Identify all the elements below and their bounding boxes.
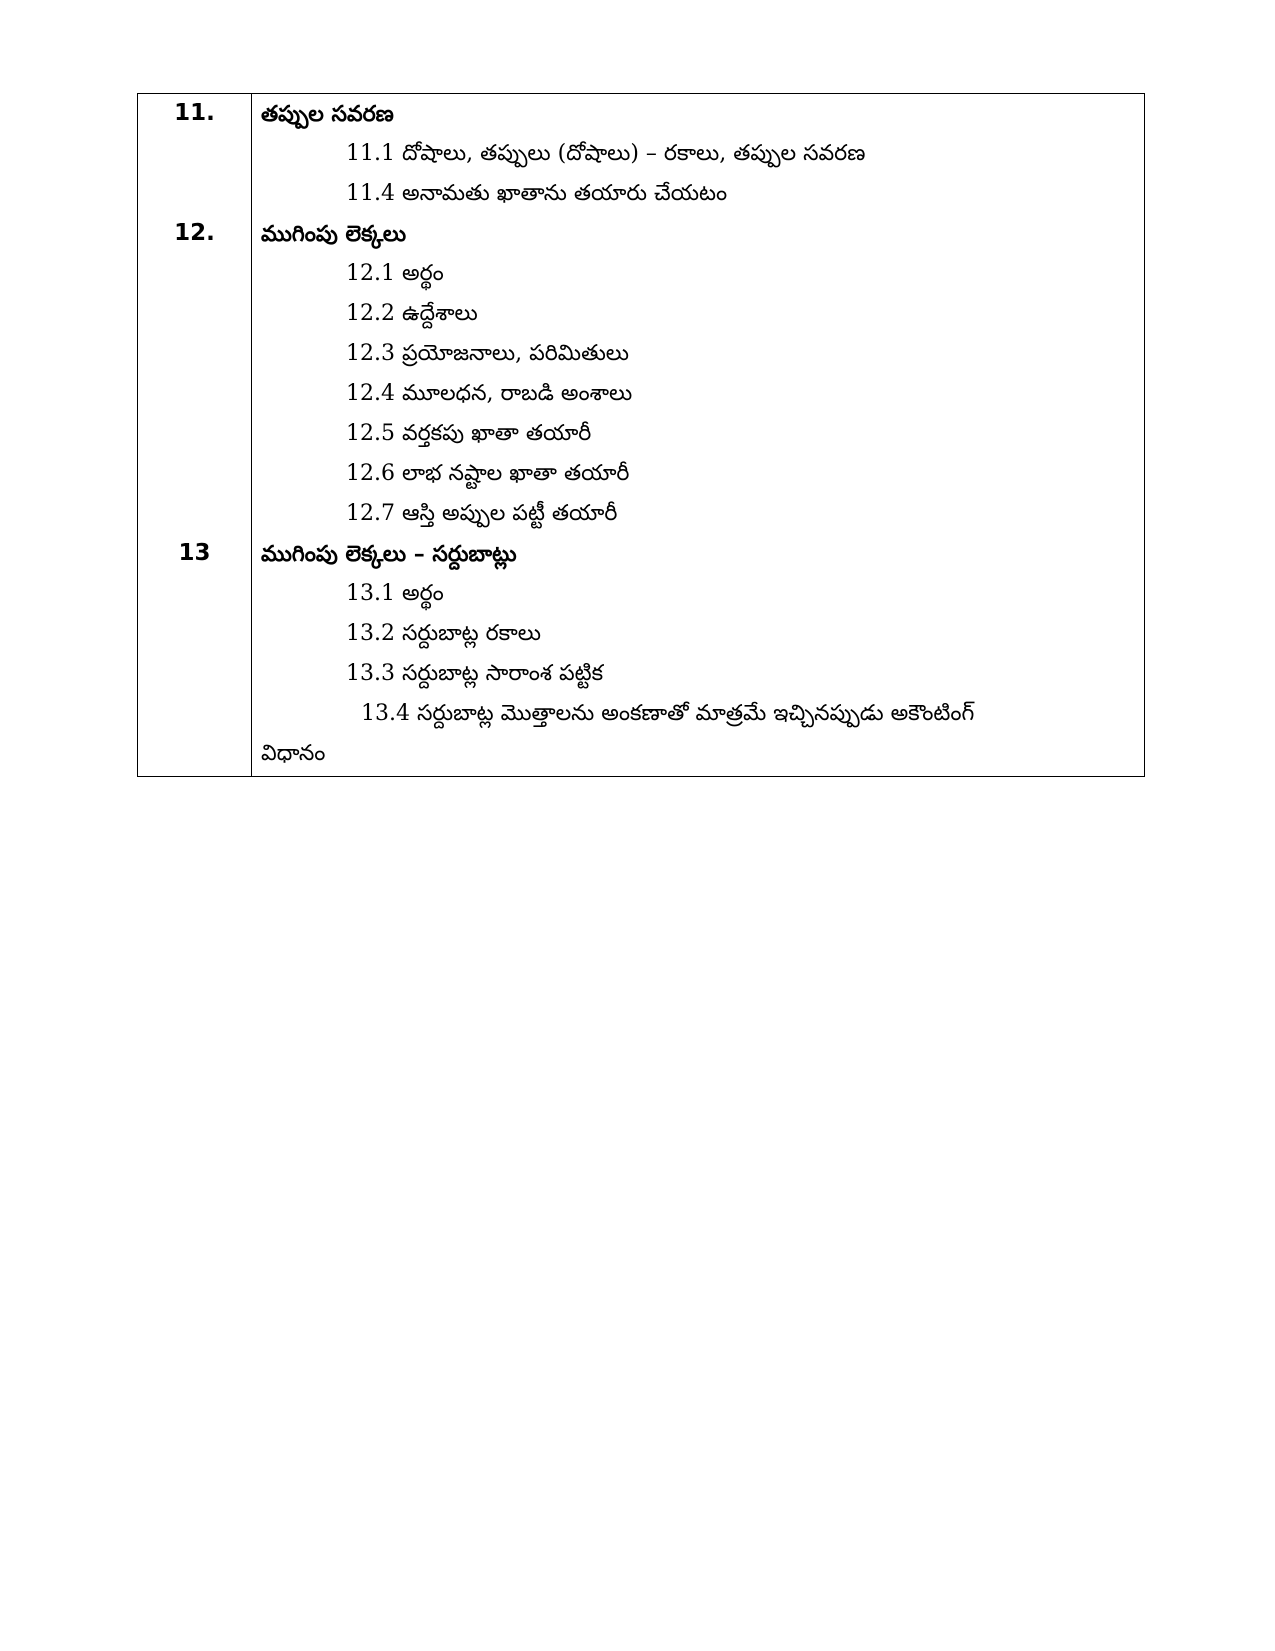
unit-row-12 <box>138 214 1144 534</box>
unit-number: 11. <box>174 100 215 126</box>
topic-item: 13.1 అర్థం <box>346 581 444 606</box>
unit-content-cell <box>252 214 1144 534</box>
unit-row-13 <box>138 534 1144 776</box>
unit-number-cell <box>138 94 252 214</box>
topic-item: 13.3 సర్దుబాట్ల సారాంశ పట్టిక <box>346 661 604 686</box>
unit-number: 12. <box>174 220 215 246</box>
unit-number-cell <box>138 534 252 776</box>
unit-number: 13 <box>178 540 211 566</box>
topic-item: 12.6 లాభ నష్టాల ఖాతా తయారీ <box>346 461 630 486</box>
unit-title: ముగింపు లెక్కలు <box>261 221 407 247</box>
topic-item: 12.1 అర్థం <box>346 261 444 286</box>
unit-content-cell <box>252 94 1144 214</box>
syllabus-table <box>137 93 1145 777</box>
unit-content-cell <box>252 534 1144 776</box>
topic-item: 12.4 మూలధన, రాబడి అంశాలు <box>346 381 633 406</box>
unit-title: ముగింపు లెక్కలు – సర్దుబాట్లు <box>261 541 517 567</box>
topic-item: 12.2 ఉద్దేశాలు <box>346 301 478 326</box>
topic-item: 12.5 వర్తకపు ఖాతా తయారీ <box>346 421 592 446</box>
topic-item: 13.2 సర్దుబాట్ల రకాలు <box>346 621 541 646</box>
topic-item: 11.4 అనామతు ఖాతాను తయారు చేయటం <box>346 181 728 206</box>
topic-item: 12.3 ప్రయోజనాలు, పరిమితులు <box>346 341 630 366</box>
unit-row-11 <box>138 94 1144 214</box>
topic-item: 11.1 దోషాలు, తప్పులు (దోషాలు) – రకాలు, తప్పుల సవరణ <box>346 141 866 166</box>
topic-item: 13.4 సర్దుబాట్ల మొత్తాలను అంకణాతో మాత్రమే ఇచ్చినప్పుడు అకౌంటింగ్ <box>361 701 975 726</box>
topic-continuation: విధానం <box>261 741 326 766</box>
unit-title: తప్పుల సవరణ <box>261 101 394 127</box>
topic-item: 12.7 ఆస్తి అప్పుల పట్టీ తయారీ <box>346 501 618 526</box>
unit-number-cell <box>138 214 252 534</box>
